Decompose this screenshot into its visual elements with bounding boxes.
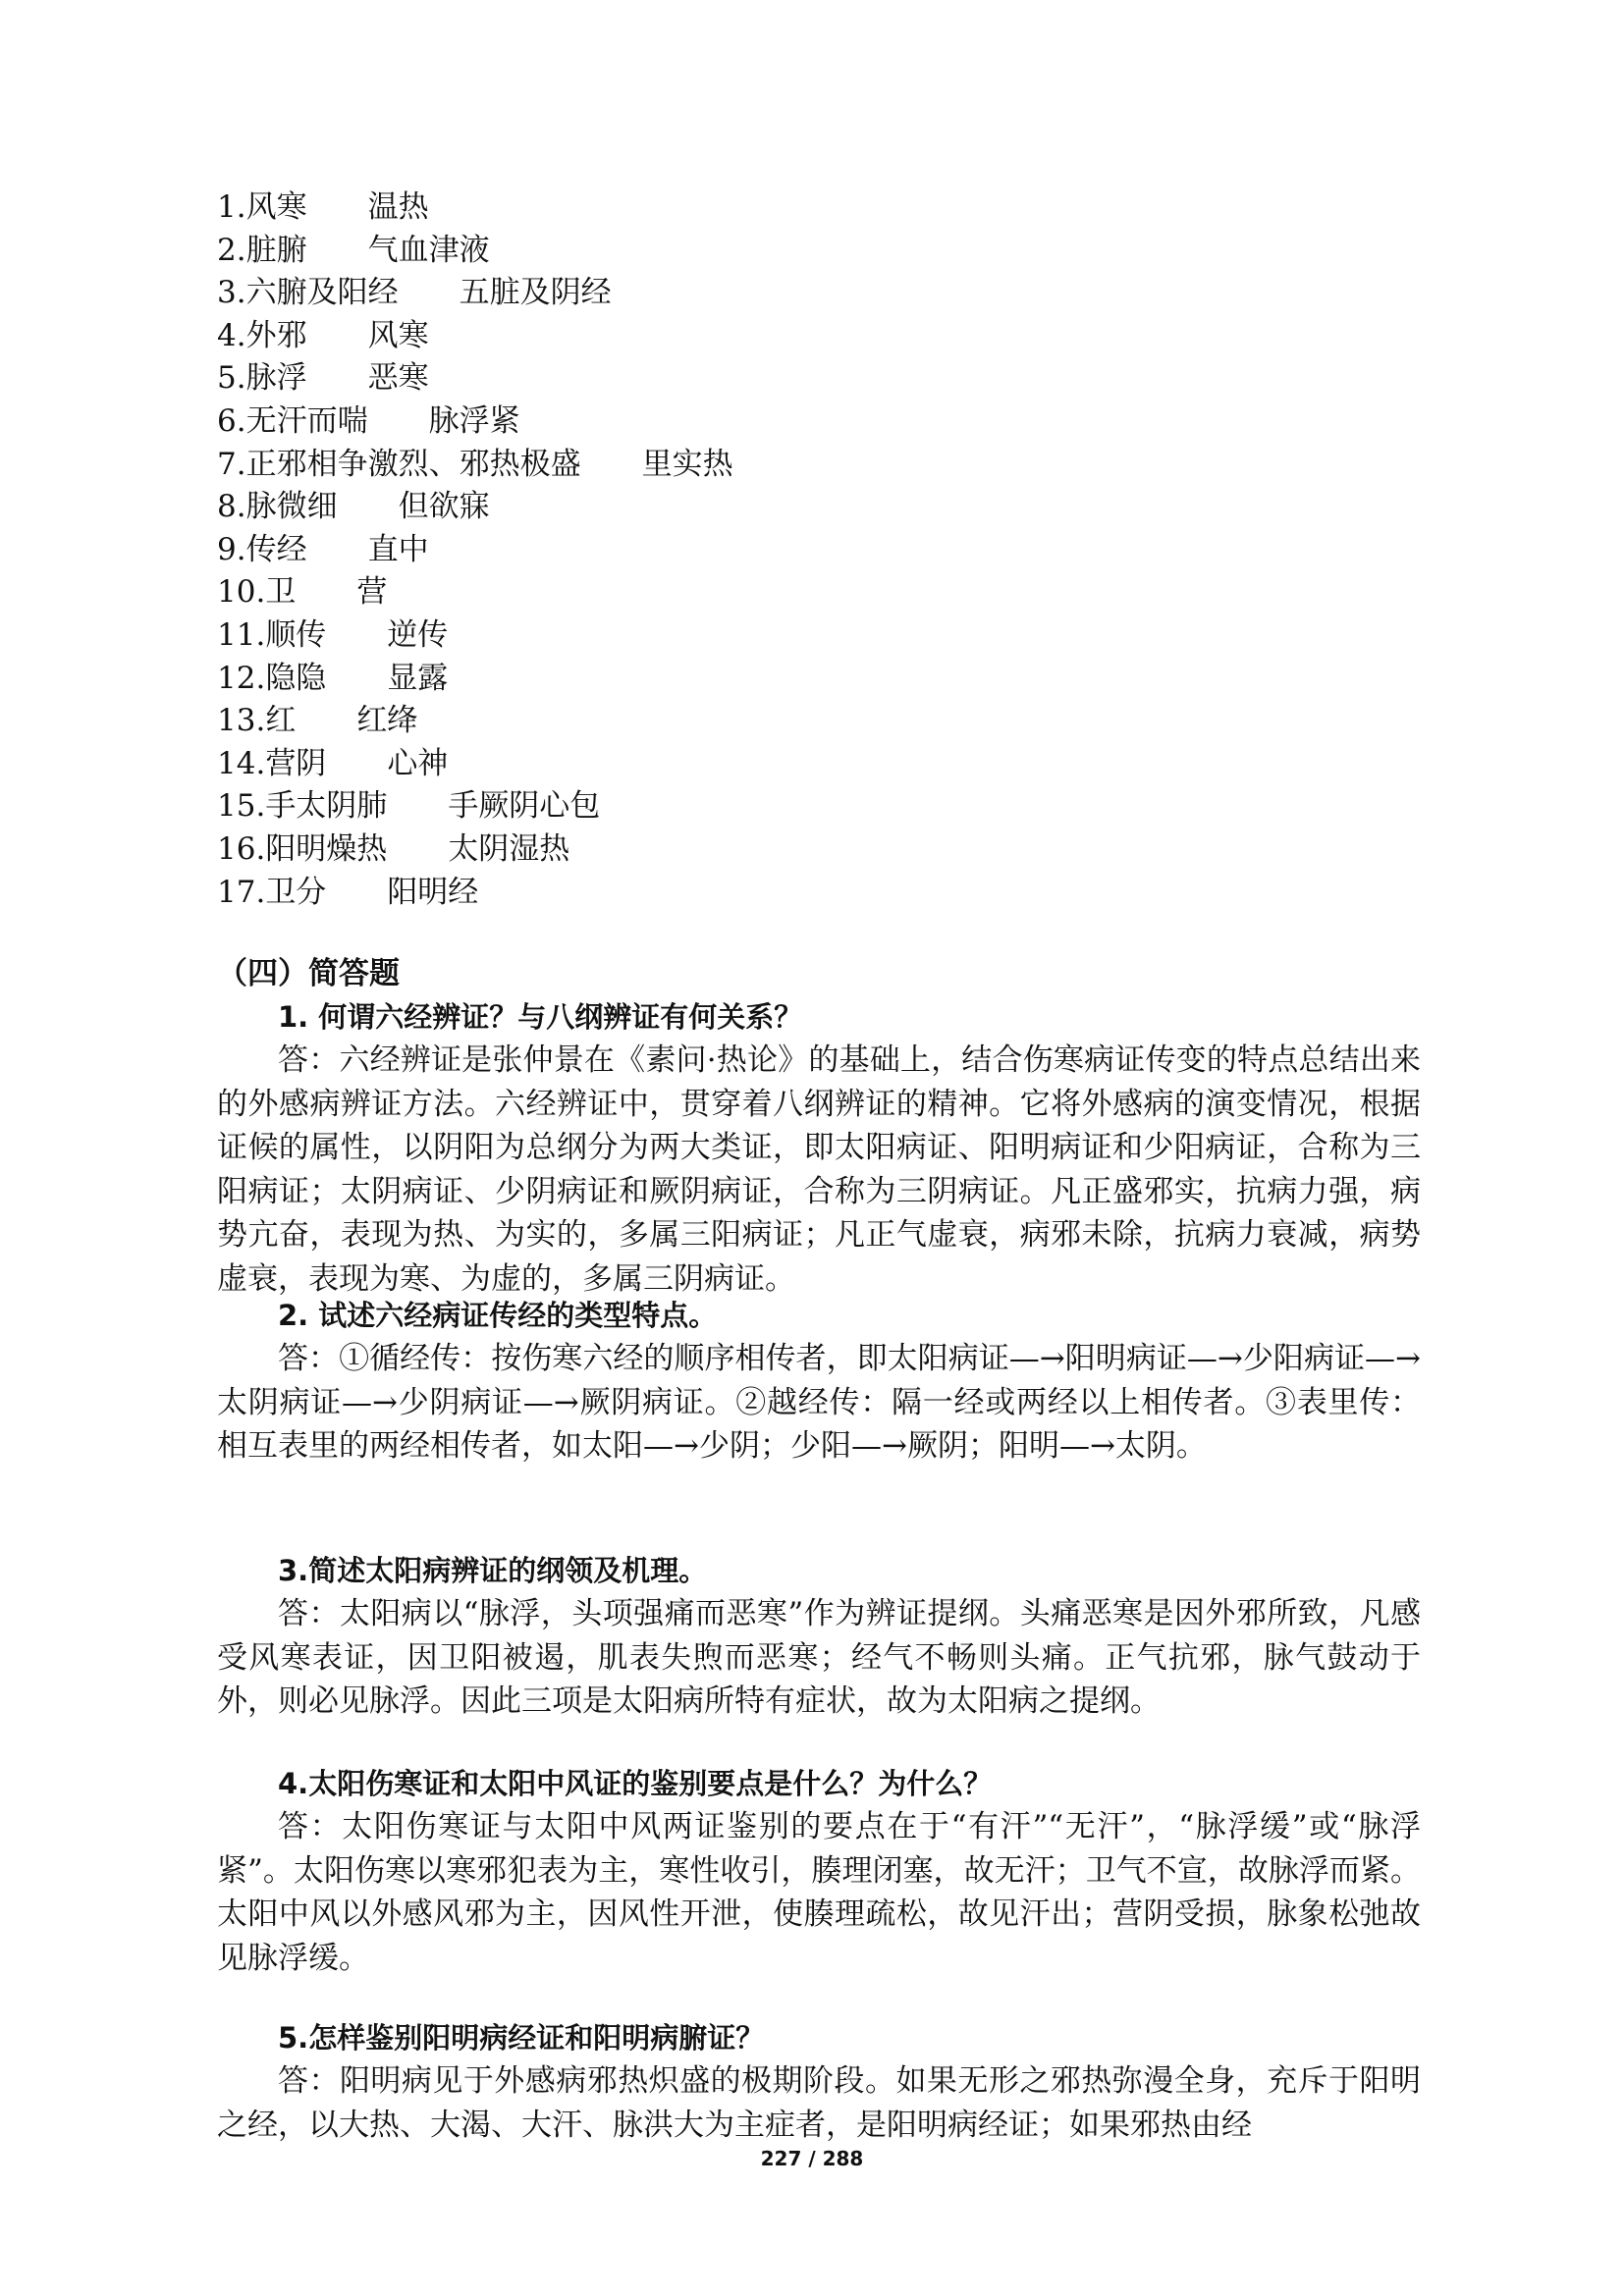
answer-list-item (217, 743, 733, 786)
answer-second-blank: 营 (356, 574, 388, 611)
answer-first-blank: 六腑及阳经 (245, 275, 399, 311)
answer-list-item (217, 315, 733, 358)
answer-number: 5. (217, 360, 246, 397)
answer-first-blank: 阳明燥热 (265, 830, 388, 867)
answer-second-blank: 红绛 (356, 703, 418, 739)
fill-blank-answer-list (217, 187, 733, 914)
answer-second-blank: 里实热 (641, 446, 733, 482)
answer-first-blank: 隐隐 (265, 660, 327, 696)
answer-second-blank: 脉浮紧 (428, 402, 520, 439)
answer-first-blank: 顺传 (265, 616, 327, 653)
answer-number: 2. (217, 232, 246, 268)
answer-number: 15. (217, 788, 266, 825)
section-title: （四）简答题 (217, 956, 400, 991)
question-title: 5.怎样鉴别阳明病经证和阳明病腑证？ (278, 2021, 765, 2055)
answer-text: 答：阳明病见于外感病邪热炽盛的极期阶段。如果无形之邪热弥漫全身，充斥于阳明之经，以大热、大渴、大汗、脉洪大为主症者，是阳明病经证；如果邪热由经 (217, 2063, 1421, 2143)
answer-first-blank: 营阴 (265, 745, 327, 781)
qa-item-1 (217, 995, 1421, 1301)
answer-first-blank: 无汗而喘 (245, 402, 368, 439)
answer-list-item (217, 785, 733, 828)
answer-list-item (217, 700, 733, 743)
answer-list-item (217, 571, 733, 614)
answer-second-blank: 风寒 (367, 317, 429, 353)
answer-list-item (217, 529, 733, 572)
answer-second-blank: 温热 (367, 189, 429, 225)
answer-number: 14. (217, 745, 266, 781)
answer-list-item (217, 486, 733, 529)
answer-text: 答：太阳病以“脉浮，头项强痛而恶寒”作为辨证提纲。头痛恶寒是因外邪所致，凡感受风寒表证，因卫阳被遏，肌表失煦而恶寒；经气不畅则头痛。正气抗邪，脉气鼓动于外，则必见脉浮。因此三项是太阳病所特有症状，故为太阳病之提纲。 (217, 1596, 1421, 1719)
answer-list-item (217, 400, 733, 444)
answer-list-item (217, 187, 733, 230)
question-title: 2. 试述六经病证传经的类型特点。 (278, 1299, 718, 1332)
answer-first-blank: 外邪 (245, 317, 307, 353)
answer-first-blank: 卫分 (265, 874, 327, 910)
answer-second-blank: 逆传 (387, 616, 449, 653)
answer-text: 答：①循经传：按伤寒六经的顺序相传者，即太阳病证—→阳明病证—→少阳病证—→太阴病证—→少阴病证—→厥阴病证。②越经传：隔一经或两经以上相传者。③表里传：相互表里的两经相传者，如太阳—→少阴；少阳—→厥阴；阳明—→太阴。 (217, 1341, 1421, 1464)
answer-second-blank: 气血津液 (367, 232, 490, 268)
answer-first-blank: 脉浮 (245, 360, 307, 397)
answer-first-blank: 脉微细 (245, 489, 338, 525)
page-number: 227 / 288 (760, 2147, 864, 2170)
answer-first-blank: 风寒 (245, 189, 307, 225)
answer-number: 7. (217, 446, 246, 482)
answer-number: 17. (217, 874, 266, 910)
answer-list-item (217, 828, 733, 872)
answer-first-blank: 红 (265, 703, 297, 739)
answer-second-blank: 太阴湿热 (448, 830, 570, 867)
answer-number: 4. (217, 317, 246, 353)
answer-second-blank: 恶寒 (367, 360, 429, 397)
answer-text: 答：六经辨证是张仲景在《素问·热论》的基础上，结合伤寒病证传变的特点总结出来的外感病辨证方法。六经辨证中，贯穿着八纲辨证的精神。它将外感病的演变情况，根据证候的属性，以阴阳为总纲分为两大类证，即太阳病证、阳明病证和少阳病证，合称为三阳病证；太阴病证、少阴病证和厥阴病证，合称为三阴病证。凡正盛邪实，抗病力强，病势亢奋，表现为热、为实的，多属三阳病证；凡正气虚衰，病邪未除，抗病力衰减，病势虚衰，表现为寒、为虚的，多属三阴病证。 (217, 1042, 1421, 1297)
answer-second-blank: 五脏及阴经 (459, 275, 612, 311)
answer-list-item (217, 230, 733, 273)
answer-list-item (217, 272, 733, 315)
answer-first-blank: 卫 (265, 574, 297, 611)
qa-item-5 (217, 2016, 1421, 2147)
answer-number: 13. (217, 703, 266, 739)
question-title: 1. 何谓六经辨证？与八纲辨证有何关系？ (278, 1000, 803, 1034)
answer-first-blank: 手太阴肺 (265, 788, 388, 825)
answer-text: 答：太阳伤寒证与太阳中风两证鉴别的要点在于“有汗”“无汗”，“脉浮缓”或“脉浮紧”。太阳伤寒以寒邪犯表为主，寒性收引，腠理闭塞，故无汗；卫气不宣，故脉浮而紧。太阳中风以外感风邪为主，因风性开泄，使腠理疏松，故见汗出；营阴受损，脉象松弛故见脉浮缓。 (217, 1809, 1421, 1976)
answer-second-blank: 但欲寐 (398, 489, 490, 525)
answer-list-item (217, 658, 733, 701)
answer-first-blank: 脏腑 (245, 232, 307, 268)
qa-item-2 (217, 1294, 1421, 1468)
answer-first-blank: 传经 (245, 531, 307, 567)
answer-list-item (217, 357, 733, 400)
qa-item-3 (217, 1549, 1421, 1724)
answer-list-item (217, 444, 733, 487)
answer-second-blank: 手厥阴心包 (448, 788, 601, 825)
answer-first-blank: 正邪相争激烈、邪热极盛 (245, 446, 581, 482)
answer-second-blank: 心神 (387, 745, 449, 781)
question-title: 4.太阳伤寒证和太阳中风证的鉴别要点是什么？为什么？ (278, 1767, 993, 1800)
qa-item-4 (217, 1762, 1421, 1980)
answer-number: 16. (217, 830, 266, 867)
answer-second-blank: 阳明经 (387, 874, 479, 910)
answer-list-item (217, 872, 733, 915)
question-title: 3.简述太阳病辨证的纲领及机理。 (278, 1554, 708, 1587)
answer-number: 8. (217, 489, 246, 525)
answer-number: 3. (217, 275, 246, 311)
answer-number: 1. (217, 189, 246, 225)
answer-number: 10. (217, 574, 266, 611)
answer-number: 9. (217, 531, 246, 567)
answer-number: 6. (217, 402, 246, 439)
answer-second-blank: 直中 (367, 531, 429, 567)
answer-number: 11. (217, 616, 266, 653)
answer-number: 12. (217, 660, 266, 696)
answer-second-blank: 显露 (387, 660, 449, 696)
answer-list-item (217, 614, 733, 658)
